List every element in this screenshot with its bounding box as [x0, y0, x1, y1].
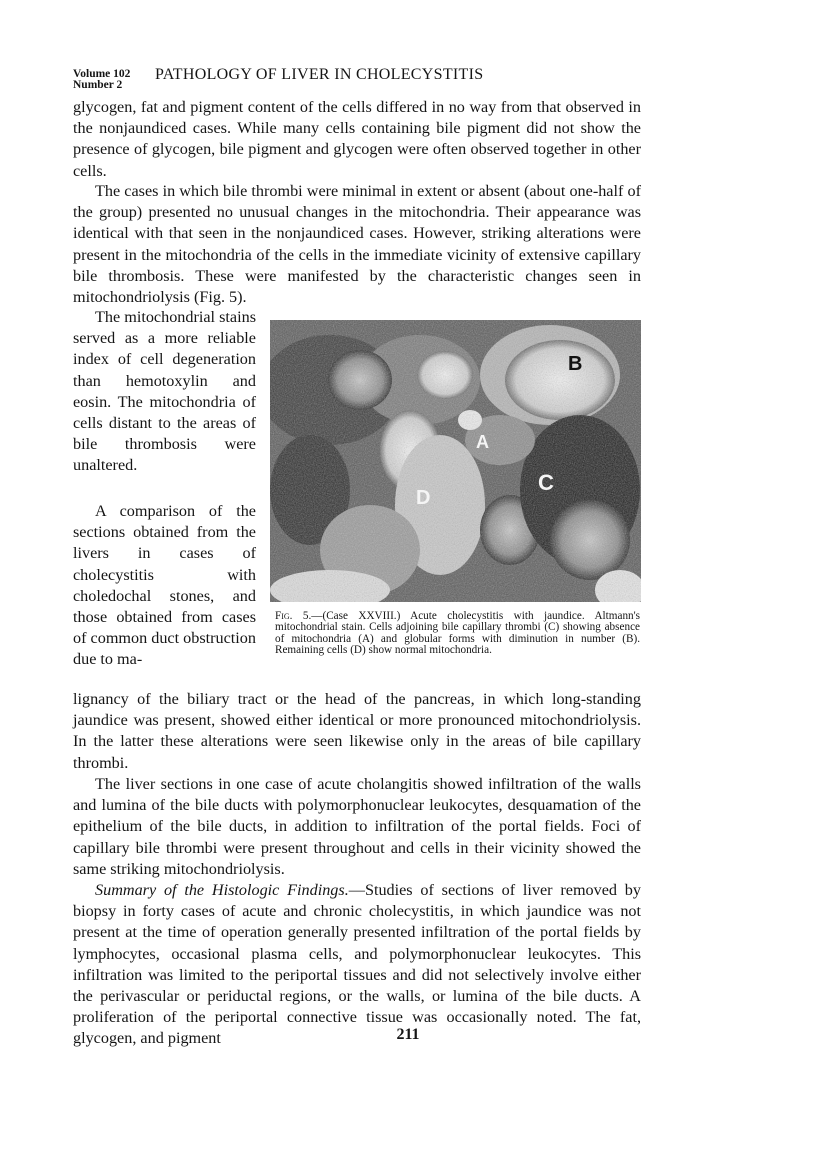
volume-number: Volume 102	[73, 68, 131, 80]
running-title: PATHOLOGY OF LIVER IN CHOLECYSTITIS	[155, 66, 484, 83]
micrograph-image	[270, 320, 641, 602]
paragraph-5: The liver sections in one case of acute cholangitis showed infiltration of the walls and lumina of the bile ducts with polymorphonuclear leukocytes, desquamation of the epithelium of the bile ducts, in addition to infiltration of the portal fields. Foci of capillary bile thrombi were present throughout and cells in their vicinity showed the same striking mitochondriolysis.	[73, 775, 641, 878]
volume-label	[73, 69, 130, 91]
paragraph-1: glycogen, fat and pigment content of the cells differed in no way from that observed in the nonjaundiced cases. While many cells containing bile pigment did not show the presence of glycogen, bile pigment and glycogen were often observed together in other cells.	[73, 98, 641, 180]
paragraph-4-continued: lignancy of the biliary tract or the head of the pancreas, in which long-standing jaundice was present, showed either identical or more pronounced mitochondriolysis. In the latter these alterations were seen likewise only in the areas of bile capillary thrombi.	[73, 690, 641, 772]
paragraph-4-wrapped: A comparison of the sections obtained from the livers in cases of cholecystitis with choledochal stones, and those obtained from cases of common duct obstruction due to ma-	[73, 502, 256, 669]
figure-caption-text: —(Case XXVIII.) Acute cholecystitis with jaundice. Altmann's mitochondrial stain. Cells adjoining bile capillary thrombi (C) showing absence of mitochondria (A) and globular forms with diminution in number (B). Remaining cells (D) show normal mitochondria.	[275, 610, 640, 656]
figure-label-b: B	[568, 353, 583, 375]
figure-caption	[275, 611, 640, 656]
section-heading: Summary of the Histologic Findings.	[95, 881, 349, 899]
paragraph-3: The mitochondrial stains served as a more reliable index of cell degeneration than hemotoxylin and eosin. The mitochondria of cells distant to the areas of bile thrombosis were unaltered.	[73, 308, 256, 475]
paragraph-6	[73, 880, 641, 1050]
figure-caption-label: Fig. 5.	[275, 610, 312, 622]
paragraph-2: The cases in which bile thrombi were minimal in extent or absent (about one-half of the group) presented no unusual changes in the mitochondria. Their appearance was identical with that seen in the nonjaundiced cases. However, striking alterations were present in the mitochondria of the cells in the immediate vicinity of extensive capillary bile thrombosis. These were manifested by the characteristic changes seen in mitochondriolysis (Fig. 5).	[73, 182, 641, 307]
issue-number: Number 2	[73, 79, 123, 91]
figure-label-a: A	[476, 432, 489, 452]
page-number: 211	[396, 1026, 420, 1043]
figure-label-d: D	[416, 487, 431, 509]
micrograph-figure	[270, 320, 641, 602]
paragraph-6-text: —Studies of sections of liver removed by biopsy in forty cases of acute and chronic cholecystitis, in which jaundice was not present at the time of operation generally presented infiltration of the portal fields by lymphocytes, occasional plasma cells, and polymorphonuclear leukocytes. This infiltration was limited to the periportal tissues and did not selectively involve either the perivascular or periductal regions, or the walls, or lumina of the bile ducts. A proliferation of the periportal connective tissue was occasionally noted. The fat, glycogen, and pigment	[73, 881, 641, 1048]
figure-label-c: C	[538, 470, 554, 495]
